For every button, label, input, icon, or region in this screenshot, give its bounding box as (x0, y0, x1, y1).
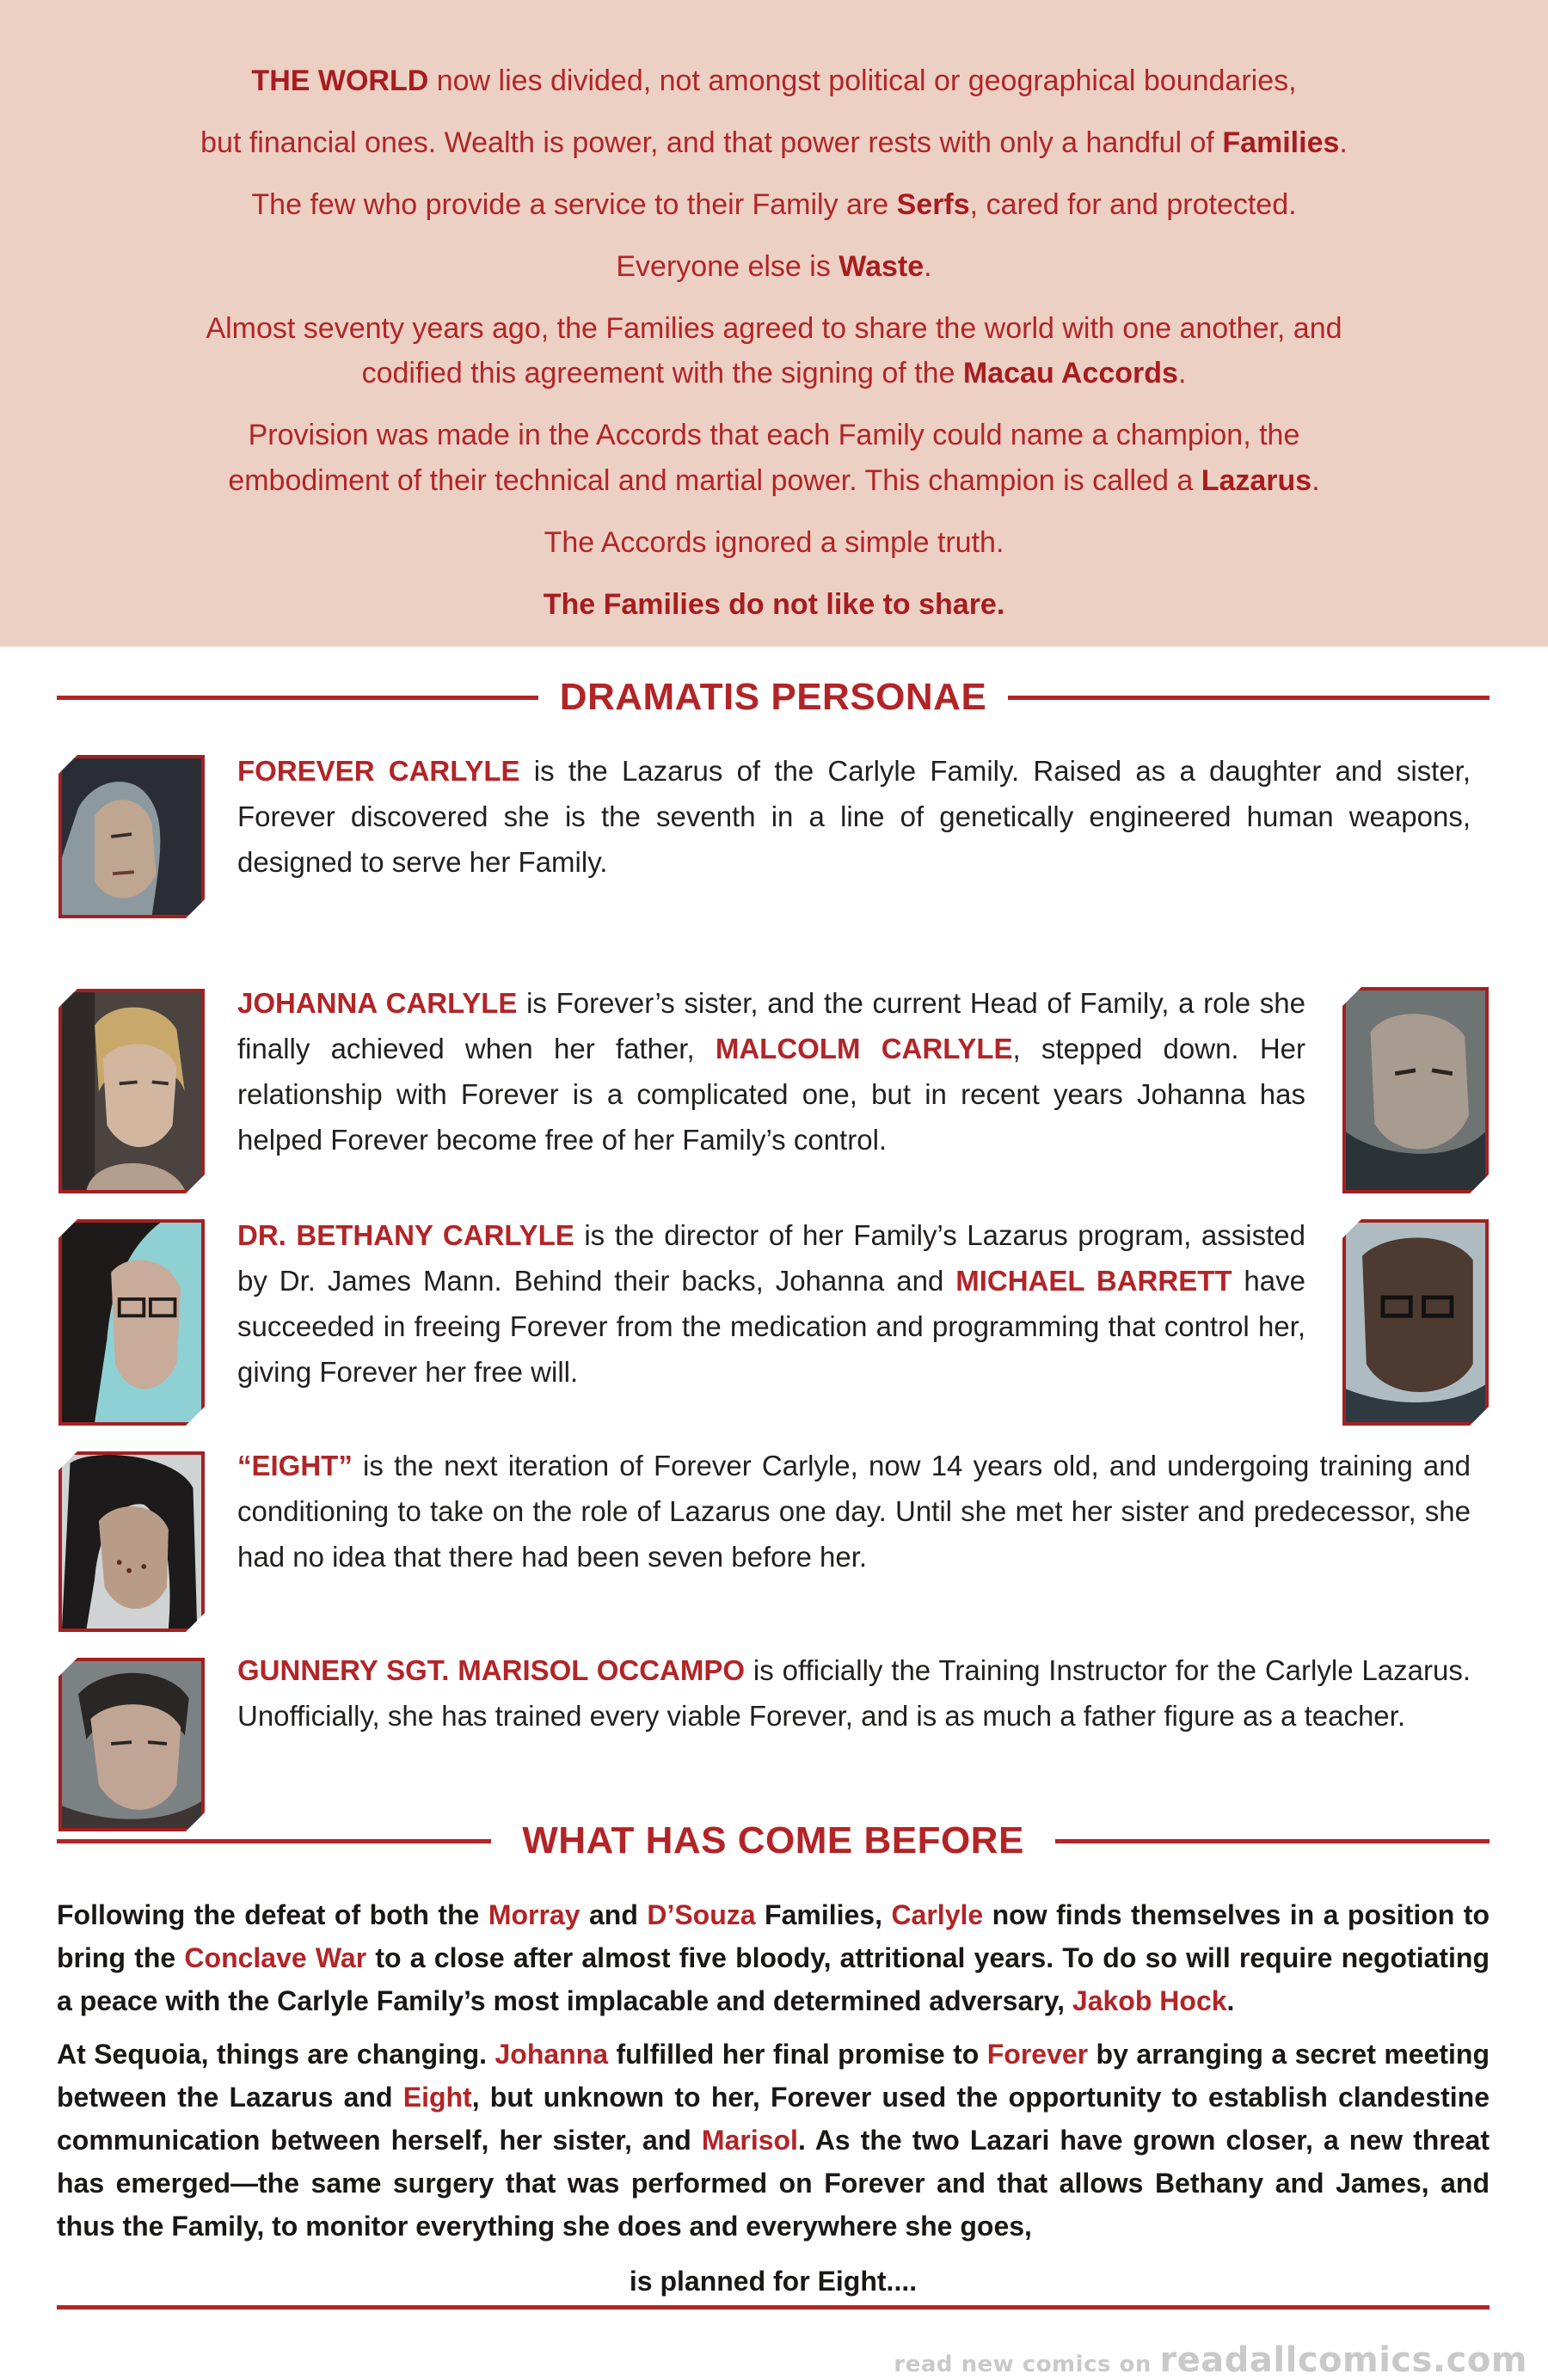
intro-line: embodiment of their technical and martial power. This champion is called a Lazarus. (228, 464, 1320, 497)
intro-line: The few who provide a service to their Family are Serfs, cared for and protected. (251, 188, 1297, 221)
forever-portrait (58, 755, 205, 918)
summary-paragraph-1: Following the defeat of both the Morray and D’Souza Families, Carlyle now finds themselves in a position to bring the Conclave War to a close after almost five bloody, attritional years. To do so will require negotiating a peace with the Carlyle Family’s most implacable and determined adversary, Jakob Hock. (57, 1899, 1490, 2016)
bethany-portrait (58, 1219, 205, 1426)
bottom-rule (57, 2305, 1490, 2309)
intro-line: but financial ones. Wealth is power, and that power rests with only a handful of Families. (200, 126, 1348, 159)
intro-panel (0, 0, 1548, 647)
summary-paragraph-2-last-line: is planned for Eight.... (629, 2266, 918, 2297)
intro-line: THE WORLD now lies divided, not amongst political or geographical boundaries, (251, 64, 1297, 97)
intro-line: Provision was made in the Accords that each Family could name a champion, the (248, 419, 1300, 451)
eight-portrait (58, 1451, 205, 1632)
intro-line: codified this agreement with the signing of the Macau Accords. (361, 357, 1187, 390)
johanna-bio: JOHANNA CARLYLE is Forever’s sister, and the current Head of Family, a role she finally achieved when her father, MALCOLM CARLYLE, stepped down. Her relationship with Forever is a complicated one, but in recent years Johanna has helped Forever become free of her Family’s control. (237, 987, 1305, 1156)
intro-line: The Families do not like to share. (543, 588, 1005, 621)
marisol-portrait (58, 1658, 205, 1831)
marisol-bio: GUNNERY SGT. MARISOL OCCAMPO is officially the Training Instructor for the Carlyle Lazarus. Unofficially, she has trained every viable Forever, and is as much a father figure as a teacher. (237, 1654, 1471, 1732)
intro-line: The Accords ignored a simple truth. (544, 526, 1004, 559)
eight-bio: “EIGHT” is the next iteration of Forever Carlyle, now 14 years old, and undergoing training and conditioning to take on the role of Lazarus one day. Until she met her sister and predecessor, she had no idea that there had been seven before her. (237, 1450, 1471, 1573)
intro-line: Almost seventy years ago, the Families agreed to share the world with one another, and (206, 312, 1342, 345)
johanna-portrait (58, 989, 205, 1193)
summary-paragraph-2: At Sequoia, things are changing. Johanna fulfilled her final promise to Forever by arranging a secret meeting between the Lazarus and Eight, but unknown to her, Forever used the opportunity to establish clandestine communication between herself, her sister, and Marisol. As the two Lazari have grown closer, a new threat has emerged—the same surgery that was performed on Forever and that allows Bethany and James, and thus the Family, to monitor everything she does and everywhere she goes, (57, 2039, 1490, 2242)
bethany-bio: DR. BETHANY CARLYLE is the director of her Family’s Lazarus program, assisted by Dr. James Mann. Behind their backs, Johanna and MICHAEL BARRETT have succeeded in freeing Forever from the medication and programming that control her, giving Forever her free will. (237, 1219, 1305, 1388)
malcolm-portrait (1342, 987, 1489, 1193)
section-title: DRAMATIS PERSONAE (559, 676, 987, 718)
dramatis-personae-header (57, 672, 1490, 723)
michael-barrett-portrait (1342, 1219, 1489, 1426)
what-has-come-before-header (57, 1815, 1490, 1867)
site-watermark: read new comics on readallcomics.com (894, 2340, 1527, 2380)
intro-line: Everyone else is Waste. (616, 250, 932, 283)
forever-bio: FOREVER CARLYLE is the Lazarus of the Carlyle Family. Raised as a daughter and sister, Forever discovered she is the seventh in a line of genetically engineered human weapons, designed to serve her Family. (237, 755, 1471, 878)
section-title: WHAT HAS COME BEFORE (522, 1819, 1024, 1862)
